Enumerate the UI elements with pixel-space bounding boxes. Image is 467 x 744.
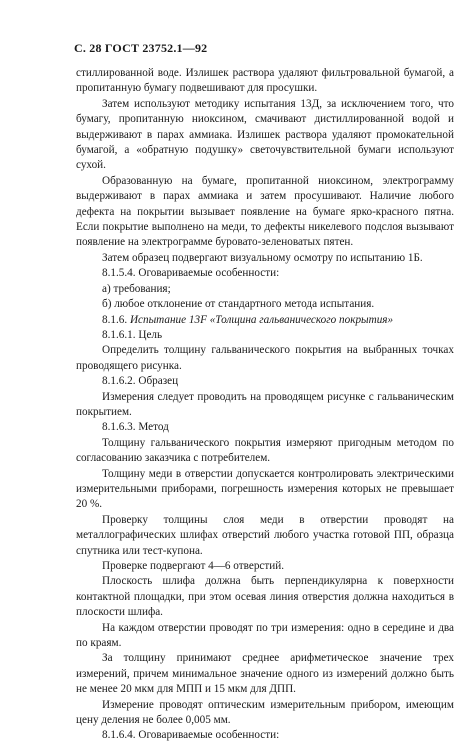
page-header: С. 28 ГОСТ 23752.1—92 [74, 41, 208, 55]
paragraph: стиллированной воде. Излишек раствора удаляют фильтровальной бумагой, а пропитанную бумагу подвешивают для просушки. [76, 67, 454, 95]
paragraph: 8.1.6.4. Оговариваемые особенности: [102, 729, 280, 742]
paragraph: 8.1.6.1. Цель [102, 328, 163, 341]
paragraph: Проверке подвергают 4—6 отверстий. [102, 560, 285, 572]
paragraph: а) требования; [102, 282, 171, 295]
paragraph: Измерение проводят оптическим измерительным прибором, имеющим цену деления не более 0,005 мм. [76, 698, 454, 727]
paragraph: 8.1.5.4. Оговариваемые особенности: [102, 267, 280, 280]
paragraph: Проверку толщины слоя меди в отверстии проводят на металлографических шлифах отверстий любого участка готовой ПП, образца спутника или тест-купона. [76, 513, 454, 557]
paragraph: Толщину меди в отверстии допускается контролировать электрическими измерительными приборами, погрешность измерения которых не превышает 20 %. [76, 467, 454, 511]
paragraph: Толщину гальванического покрытия измеряют пригодным методом по согласованию заказчика с потребителем. [76, 436, 454, 465]
paragraph: Затем образец подвергают визуальному осмотру по испытанию 1Б. [102, 251, 423, 264]
paragraph: 8.1.6.2. Образец [102, 375, 179, 388]
paragraph: Измерения следует проводить на проводящем рисунке с гальваническим покрытием. [76, 390, 454, 418]
paragraph: За толщину принимают среднее арифметическое значение трех измерений, причем минимальное значение одного из измерений должно быть не менее 20 мкм для МПП и 15 мкм для ДПП. [76, 652, 454, 696]
paragraph: На каждом отверстии проводят по три измерения: одно в середине и два по краям. [76, 621, 454, 650]
paragraph: Определить толщину гальванического покрытия на выбранных точках проводящего рисунка. [76, 344, 454, 372]
paragraph: б) любое отклонение от стандартного метода испытания. [102, 298, 375, 311]
paragraph: 8.1.6. Испытание 13F «Толщина гальванического покрытия» [102, 313, 394, 326]
paragraph: Затем используют методику испытания 13Д, за исключением того, что бумагу, пропитанную ниоксином, смачивают дистиллированной водой и выдерживают в парах аммиака. Излишек раствора удаляют промокательной бумагой, а «обратную подушку» светочувствительной бумаги используют сухой. [76, 97, 454, 172]
paragraph: Плоскость шлифа должна быть перпендикулярна к поверхности контактной площадки, при этом осевая линия отверстия должна находиться в плоскости шлифа. [76, 575, 454, 619]
paragraph: 8.1.6.3. Метод [102, 421, 169, 434]
document-body [76, 66, 454, 744]
paragraph: Образованную на бумаге, пропитанной ниоксином, электрограмму выдерживают в парах аммиака и затем просушивают. Наличие любого дефекта на покрытии вызывает появление на бумаге ярко-красного пятна. Если покрытие выполнено на меди, то дефекты никелевого подслоя вызывают появление на электрограмме буровато-зеленоватых пятен. [76, 174, 454, 249]
